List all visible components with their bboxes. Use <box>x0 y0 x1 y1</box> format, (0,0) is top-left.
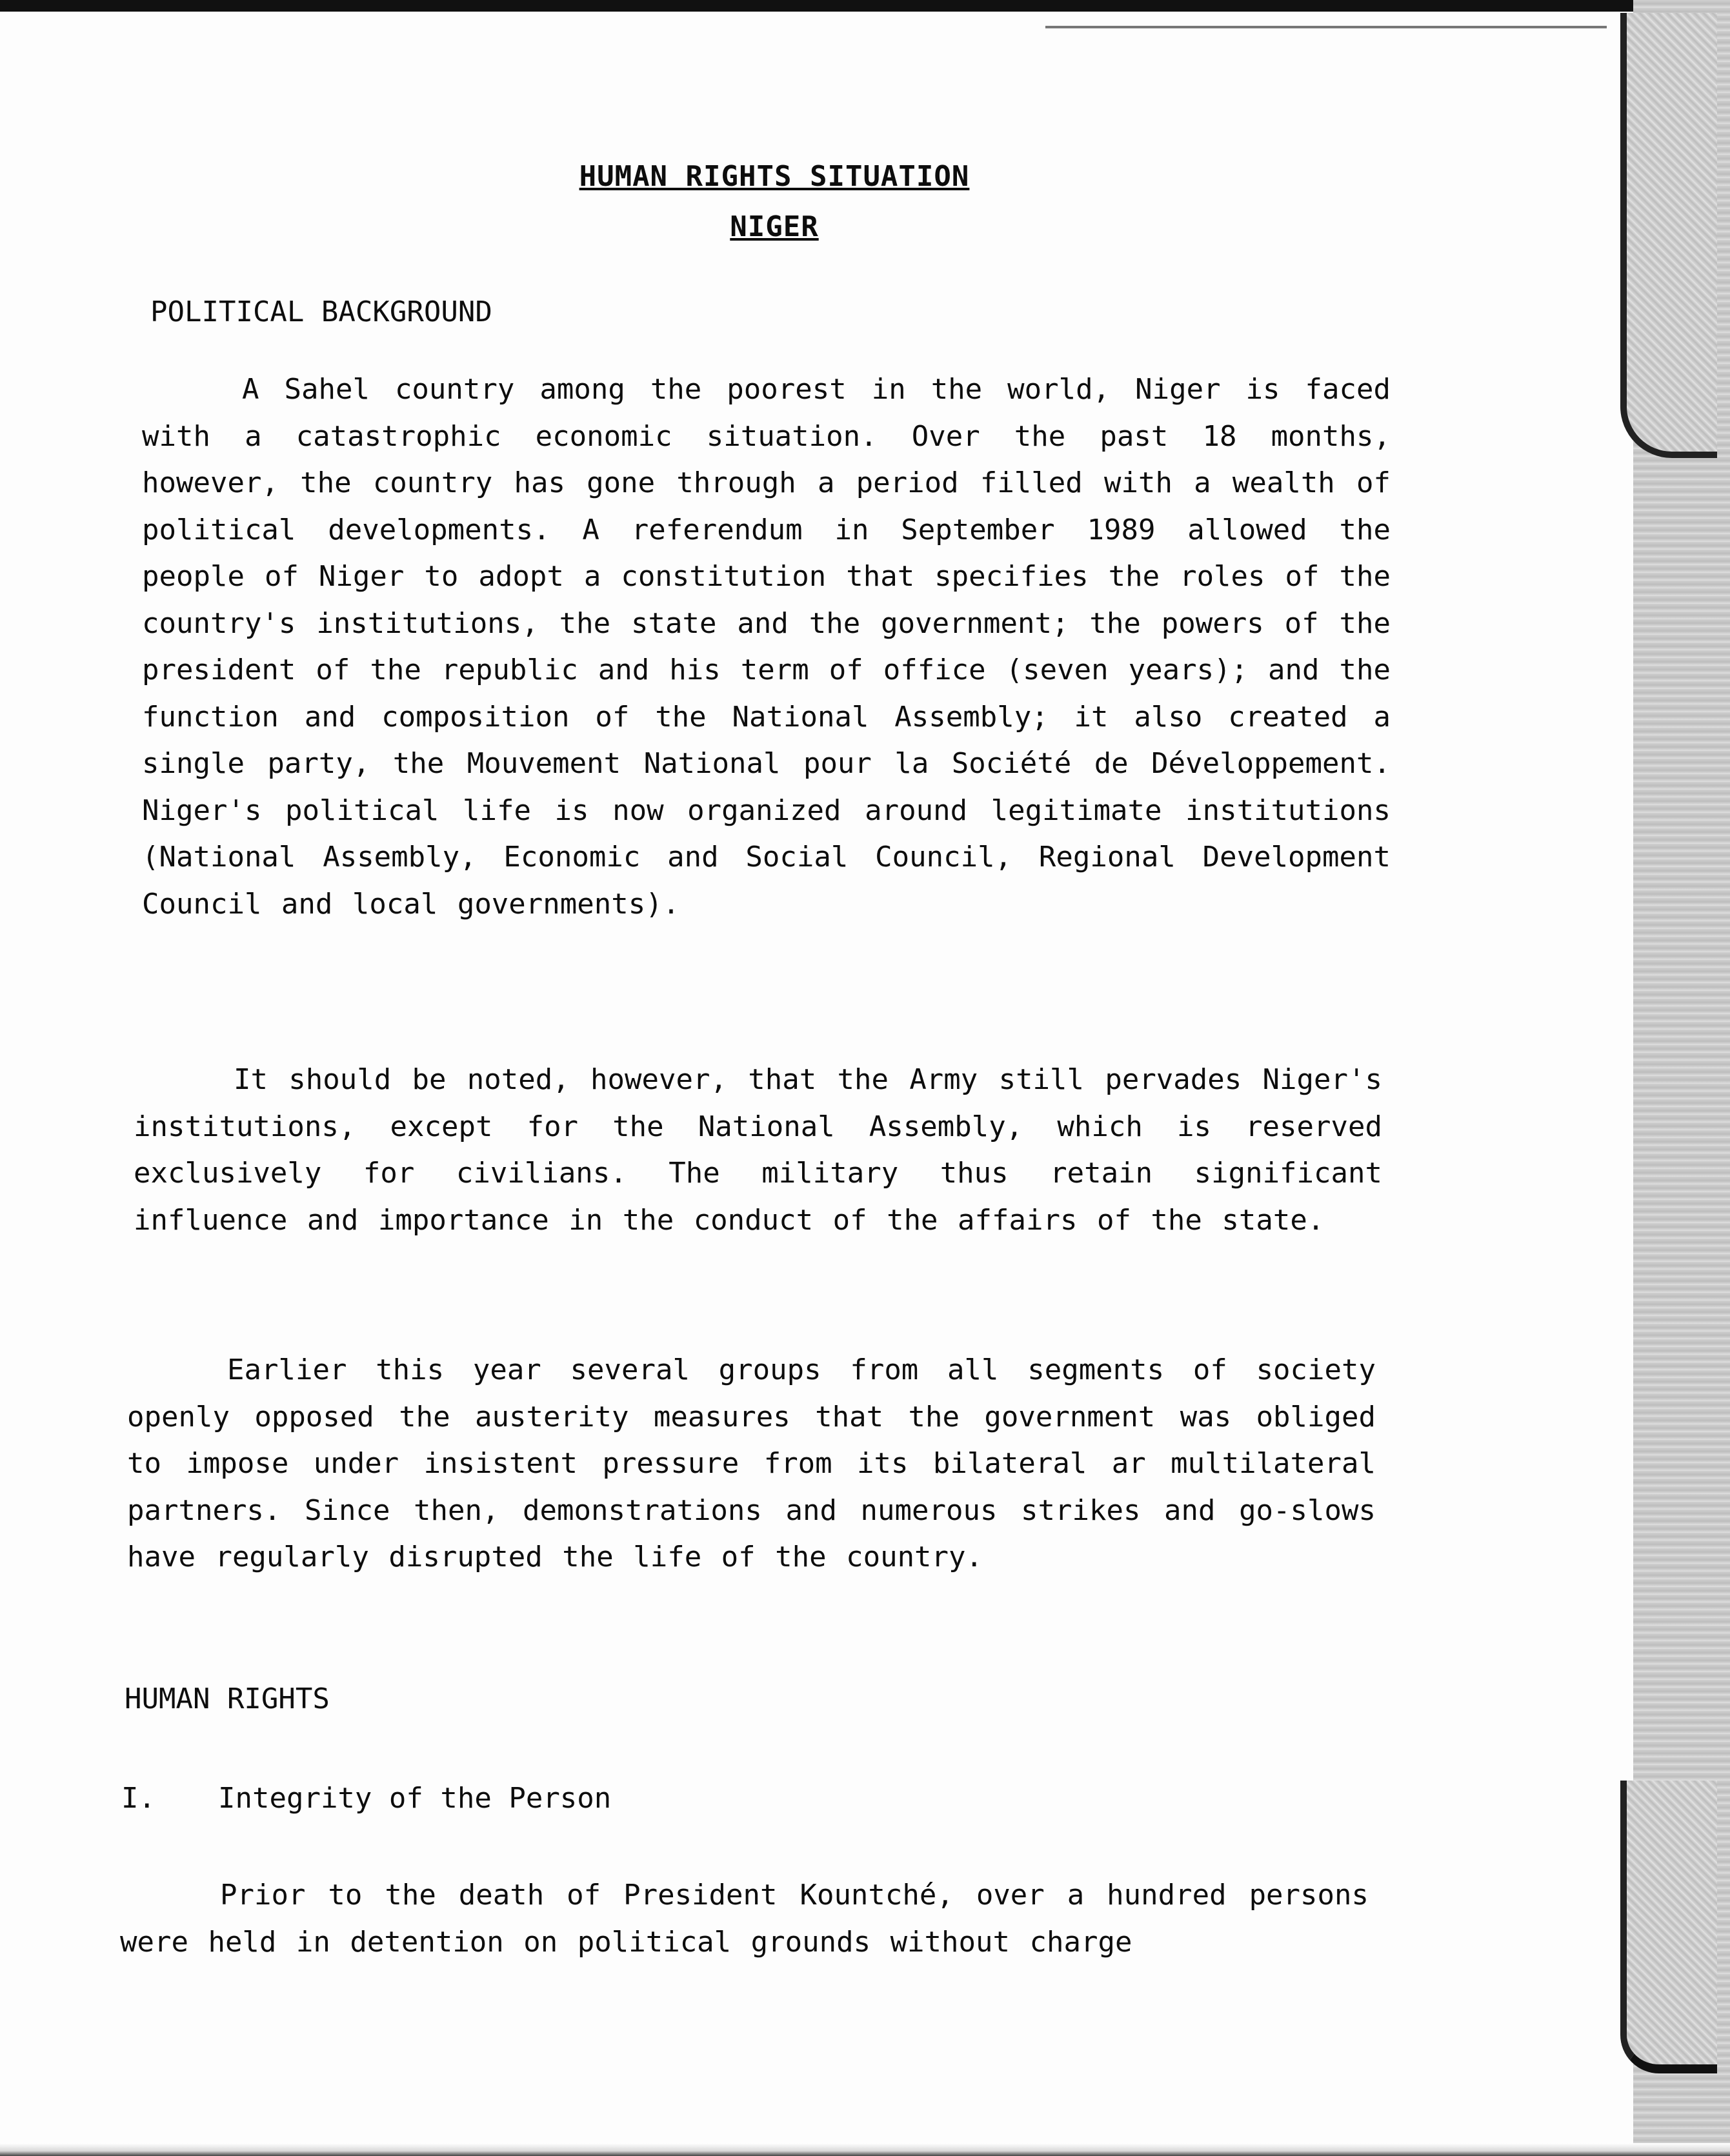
scan-bottom-edge <box>0 2143 1730 2156</box>
scan-page-curl-bottom <box>1620 1781 1717 2073</box>
subsection-title: Integrity of the Person <box>218 1782 612 1815</box>
scan-page-curl-top <box>1620 13 1717 458</box>
paragraph-integrity-1: Prior to the death of President Kountché, over a hundred persons were held in detention on political grounds without charge <box>120 1879 1369 1959</box>
document-subtitle: NIGER <box>730 210 819 243</box>
paragraph-political-1: A Sahel country among the poorest in the world, Niger is faced with a catastrophic economic situation. Over the past 18 months, however, the country has gone through a period filled with a wealth of political developments. A referendum in September 1989 allowed the people of Niger to adopt a constitution that specifies the roles of the country's institutions, the state and the government; the powers of the president of the republic and his term of office (seven years); and the function and composition of the National Assembly; it also created a single party, the Mouvement National pour la Société de Développement. Niger's political life is now organized around legitimate institutions (National Assembly, Economic and Social Council, Regional Development Council and local governments). <box>142 373 1391 921</box>
paragraph-political-3: Earlier this year several groups from all segments of society openly opposed the austerity measures that the government was obliged to impose under insistent pressure from its bilateral ar multilateral partners. Since then, demonstrations and numerous strikes and go-slows have regularly disrupted the life of the country. <box>127 1353 1376 1573</box>
paragraph-political-2: It should be noted, however, that the Army still pervades Niger's institutions, except for the National Assembly, which is reserved exclusively for civilians. The military thus retain significant influence and importance in the conduct of the affairs of the state. <box>134 1063 1382 1237</box>
section-heading-political-background: POLITICAL BACKGROUND <box>150 295 492 328</box>
subsection-heading <box>121 1782 611 1815</box>
scan-top-rule <box>1045 26 1607 28</box>
subsection-number: I. <box>121 1782 156 1815</box>
document-title: HUMAN RIGHTS SITUATION <box>579 160 970 193</box>
scan-top-edge <box>0 0 1730 12</box>
section-heading-human-rights: HUMAN RIGHTS <box>125 1682 330 1715</box>
